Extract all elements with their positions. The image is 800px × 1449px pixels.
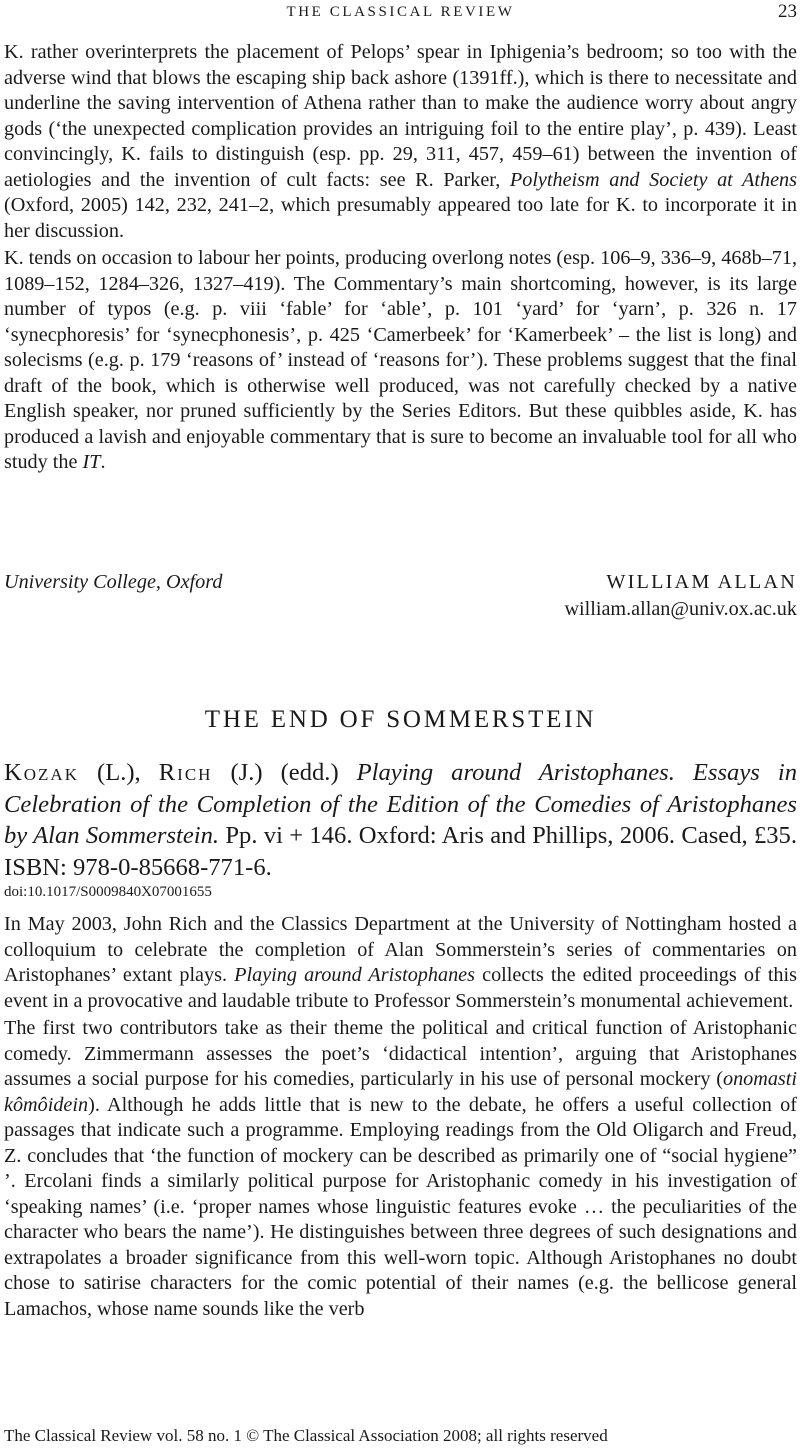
review1-body xyxy=(4,40,797,476)
review2-paragraph-2 xyxy=(4,1016,797,1322)
text-run: (J.) (edd.) xyxy=(212,759,357,786)
small-caps-name: Kozak xyxy=(4,759,79,786)
text-run: . xyxy=(100,451,106,473)
journal-title: THE CLASSICAL REVIEW xyxy=(286,4,515,20)
text-run: (Oxford, 2005) 142, 232, 241–2, which presumably appeared too late for K. to incorporate it in her discussion. xyxy=(4,194,797,242)
text-run: ). Although he adds little that is new to the debate, he offers a useful collection of passages that indicate such a programme. Employing readings from the Old Oligarch and Freud, Z. concludes that ‘the function of mockery can be described as primarily one of “social hygiene” ’. Ercolani finds a similarly political purpose for Aristophanic comedy in his investigation of ‘speaking names’ (i.e. ‘proper names whose linguistic features evoke … the peculiarities of the character who bears the name’). He distinguishes between three degrees of such designations and extrapolates a broader significance from this well-worn topic. Although Aristophanes no doubt chose to satirise characters for the comic potential of their names (e.g. the bellicose general Lamachos, whose name sounds like the verb xyxy=(4,1093,797,1320)
review1-paragraph-2 xyxy=(4,246,797,476)
reviewer-affiliation: University College, Oxford xyxy=(4,571,223,593)
running-head xyxy=(4,0,797,24)
text-run: K. rather overinterprets the placement of Pelops’ spear in Iphigenia’s bedroom; so too with the adverse wind that blows the escaping ship back ashore (1391ff.), which is there to necessitate and underline the saving intervention of Athena rather than to make the audience worry about angry gods (‘the unexpected complication provides an intriguing foil to the entire play’, p. 439). Least convincingly, K. fails to distinguish (esp. pp. 29, 311, 457, 459–61) between the invention of aetiologies and the invention of cult facts: see R. Parker, xyxy=(4,41,797,191)
text-run: The first two contributors take as their theme the political and critical function of Aristophanic comedy. Zimmermann assesses the poet’s ‘didactical intention’, arguing that Aristophanes assumes a social purpose for his comedies, particularly in his use of personal mockery ( xyxy=(4,1017,797,1090)
reviewer-name: WILLIAM ALLAN xyxy=(606,571,797,593)
text-run: collects the edited proceedings of this event in a provocative and laudable tribute to Professor Sommerstein’s monumental achievement. xyxy=(4,964,797,1012)
review2-citation xyxy=(4,757,797,883)
review2-paragraph-1 xyxy=(4,912,797,1014)
page-number: 23 xyxy=(778,1,797,22)
reviewer-email: william.allan@univ.ox.ac.uk xyxy=(564,598,797,620)
review2-doi: doi:10.1017/S0009840X07001655 xyxy=(4,884,212,900)
text-run: K. tends on occasion to labour her points, producing overlong notes (esp. 106–9, 336–9, 468b–71, 1089–152, 1284–326, 1327–419). The Commentary’s main shortcoming, however, is its large number of typos (e.g. p. viii ‘fable’ for ‘able’, p. 101 ‘yard’ for ‘yarn’, p. 326 n. 17 ‘synecphoresis’ for ‘synecphonesis’, p. 425 ‘Camerbeek’ for ‘Kamerbeek’ – the list is long) and solecisms (e.g. p. 179 ‘reasons of’ instead of ‘reasons for’). These problems suggest that the final draft of the book, which is otherwise well produced, was not carefully checked by a native English speaker, nor pruned sufficiently by the Series Editors. But these quibbles aside, K. has produced a lavish and enjoyable commentary that is sure to become an invaluable tool for all who study the xyxy=(4,247,797,473)
italic-text-run: Playing around Aristophanes xyxy=(234,964,475,986)
italic-text-run: Playing around Aristophanes. Essays in Celebration of the Completion of the Edition of the Comedies of Aristophanes by Alan Sommerstein. xyxy=(4,759,797,849)
italic-text-run: Polytheism and Society at Athens xyxy=(509,168,797,191)
review2-body xyxy=(4,912,797,1322)
text-run: In May 2003, John Rich and the Classics Department at the University of Nottingham hosted a colloquium to celebrate the completion of Alan Sommerstein’s series of commentaries on Aristophanes’ extant plays. xyxy=(4,913,797,986)
italic-text-run: IT xyxy=(82,451,101,473)
italic-text-run: onomasti kômôidein xyxy=(4,1068,797,1116)
copyright-footer: The Classical Review vol. 58 no. 1 © The Classical Association 2008; all rights reserved xyxy=(4,1426,608,1445)
review1-paragraph-1 xyxy=(4,40,797,244)
small-caps-name: Rich xyxy=(158,759,213,786)
text-run: (L.), xyxy=(78,759,159,786)
review2-title: THE END OF SOMMERSTEIN xyxy=(204,706,597,733)
text-run: Pp. vi + 146. Oxford: Aris and Phillips, 2006. Cased, £35. ISBN: 978-0-85668-771-6. xyxy=(4,822,797,881)
